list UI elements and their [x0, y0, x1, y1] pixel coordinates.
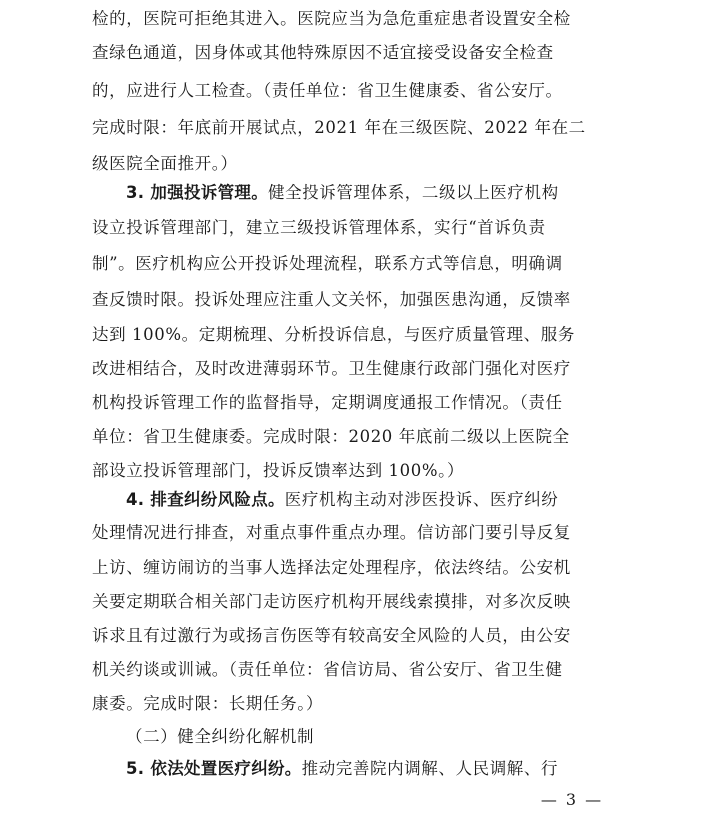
text-line: 制”。医疗机构应公开投诉处理流程，联系方式等信息，明确调: [92, 254, 563, 273]
item-4-heading: 4. 排查纠纷风险点。: [126, 490, 285, 509]
item-5-first-line: [126, 754, 622, 784]
item-5-first-line-text: 推动完善院内调解、人民调解、行: [301, 759, 559, 778]
text-line: 上访、缠访闹访的当事人选择法定处理程序，依法终结。公安机: [92, 558, 571, 577]
item-4-first-line: [126, 485, 622, 515]
text-line: 级医院全面推开。）: [92, 154, 238, 173]
text-line: 部设立投诉管理部门，投诉反馈率达到 100%。）: [92, 461, 465, 480]
text-line: 达到 100%。定期梳理、分析投诉信息，与医疗质量管理、服务: [92, 325, 575, 344]
item-4-first-line-text: 医疗机构主动对涉医投诉、医疗纠纷: [284, 490, 559, 509]
text-line: 处理情况进行排查，对重点事件重点办理。信访部门要引导反复: [92, 523, 571, 542]
item-3-heading: 3. 加强投诉管理。: [126, 183, 268, 202]
text-line: 诉求且有过激行为或扬言伤医等有较高安全风险的人员，由公安: [92, 626, 571, 645]
text-line: 检的，医院可拒绝其进入。医院应当为急危重症患者设置安全检: [92, 9, 571, 28]
text-line: 康委。完成时限：长期任务。）: [92, 694, 324, 713]
text-line: 设立投诉管理部门，建立三级投诉管理体系，实行“首诉负责: [92, 218, 546, 237]
item-3-first-line: [126, 178, 622, 208]
text-line: 的，应进行人工检查。（责任单位：省卫生健康委、省公安厅。: [92, 81, 563, 100]
text-line: 机构投诉管理工作的监督指导，定期调度通报工作情况。（责任: [92, 393, 563, 412]
text-line: 改进相结合，及时改进薄弱环节。卫生健康行政部门强化对医疗: [92, 359, 571, 378]
text-line: 查反馈时限。投诉处理应注重人文关怀，加强医患沟通，反馈率: [92, 290, 571, 309]
text-line: 单位：省卫生健康委。完成时限：2020 年底前二级以上医院全: [92, 427, 570, 446]
text-line: 完成时限：年底前开展试点，2021 年在三级医院、2022 年在二: [92, 118, 586, 137]
item-3-first-line-text: 健全投诉管理体系，二级以上医疗机构: [268, 183, 559, 202]
page-number: — 3 —: [540, 790, 604, 809]
text-line: 查绿色通道，因身体或其他特殊原因不适宜接受设备安全检查: [92, 43, 554, 62]
section-title: （二）健全纠纷化解机制: [126, 727, 315, 746]
text-line: 关要定期联合相关部门走访医疗机构开展线索摸排，对多次反映: [92, 592, 571, 611]
text-line: 机关约谈或训诫。（责任单位：省信访局、省公安厅、省卫生健: [92, 660, 563, 679]
item-5-heading: 5. 依法处置医疗纠纷。: [126, 759, 302, 778]
